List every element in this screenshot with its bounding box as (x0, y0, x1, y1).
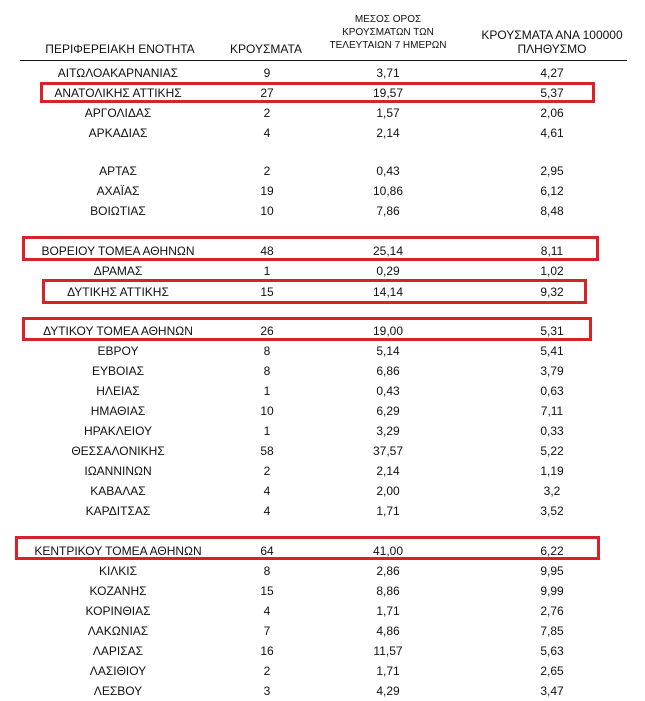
cell-cases: 16 (260, 644, 274, 658)
cell-per: 7,85 (540, 624, 564, 638)
header-per-100000 (478, 28, 626, 56)
cell-region: ΑΝΑΤΟΛΙΚΗΣ ΑΤΤΙΚΗΣ (54, 86, 182, 100)
cell-cases: 27 (260, 86, 274, 100)
cell-cases: 3 (263, 684, 271, 698)
header-cases: ΚΡΟΥΣΜΑΤΑ (230, 42, 302, 56)
cell-avg: 19,00 (372, 324, 404, 338)
cell-cases: 15 (260, 285, 274, 299)
cell-cases: 4 (263, 504, 271, 518)
cell-avg: 0,43 (376, 164, 400, 178)
table-row (0, 202, 645, 220)
cell-region: ΛΑΚΩΝΙΑΣ (87, 624, 149, 638)
cell-per: 9,95 (540, 564, 564, 578)
cell-cases: 2 (263, 106, 271, 120)
table-row (0, 462, 645, 480)
header-avg-line2: ΚΡΟΥΣΜΑΤΩΝ ΤΩΝ (342, 27, 434, 38)
header-per-line1: ΚΡΟΥΣΜΑΤΑ ΑΝΑ 100000 (481, 28, 623, 42)
cell-avg: 1,71 (376, 504, 400, 518)
cell-cases: 26 (260, 324, 274, 338)
table-row (0, 362, 645, 380)
cell-region: ΚΟΖΑΝΗΣ (89, 584, 147, 598)
cell-per: 5,63 (540, 644, 564, 658)
cell-avg: 4,29 (376, 684, 400, 698)
cell-per: 1,02 (540, 264, 564, 278)
cell-avg: 2,14 (376, 126, 400, 140)
header-avg-line3: ΤΕΛΕΥΤΑΙΩΝ 7 ΗΜΕΡΩΝ (329, 40, 447, 51)
table-row (0, 182, 645, 200)
table-row (0, 402, 645, 420)
cell-cases: 19 (260, 184, 274, 198)
cell-per: 6,12 (540, 184, 564, 198)
cell-avg: 1,71 (376, 604, 400, 618)
table-row (0, 682, 645, 700)
cell-cases: 8 (263, 344, 271, 358)
cell-cases: 10 (260, 204, 274, 218)
cell-region: ΔΡΑΜΑΣ (93, 264, 143, 278)
cell-per: 3,79 (540, 364, 564, 378)
cell-per: 0,33 (540, 424, 564, 438)
cell-region: ΒΟΙΩΤΙΑΣ (90, 204, 146, 218)
table-row (0, 582, 645, 600)
cell-avg: 3,29 (376, 424, 400, 438)
header-per-line2: ΠΛΗΘΥΣΜΟ (517, 42, 587, 56)
cell-per: 2,76 (540, 604, 564, 618)
table-row (0, 662, 645, 680)
table-row (0, 622, 645, 640)
cell-cases: 1 (263, 384, 271, 398)
table-row (0, 342, 645, 360)
cell-cases: 8 (263, 564, 271, 578)
table-row (0, 104, 645, 122)
cell-per: 3,52 (540, 504, 564, 518)
cell-region: ΔΥΤΙΚΟΥ ΤΟΜΕΑ ΑΘΗΝΩΝ (43, 324, 193, 338)
cell-avg: 6,86 (376, 364, 400, 378)
highlight-box (40, 82, 595, 103)
cell-avg: 11,57 (373, 644, 403, 658)
cell-per: 8,11 (540, 244, 564, 258)
cell-region: ΚΟΡΙΝΘΙΑΣ (85, 604, 151, 618)
cell-avg: 1,71 (376, 664, 400, 678)
cell-region: ΘΕΣΣΑΛΟΝΙΚΗΣ (71, 444, 165, 458)
cell-avg: 7,86 (376, 204, 400, 218)
cell-per: 6,22 (540, 544, 564, 558)
table-row (0, 502, 645, 520)
header-avg-line1: ΜΕΣΟΣ ΟΡΟΣ (354, 14, 422, 25)
cell-avg: 41,00 (372, 544, 404, 558)
cell-region: ΒΟΡΕΙΟΥ ΤΟΜΕΑ ΑΘΗΝΩΝ (41, 244, 195, 258)
cell-per: 1,19 (540, 464, 564, 478)
table-row (0, 482, 645, 500)
cell-cases: 2 (263, 664, 271, 678)
header-region: ΠΕΡΙΦΕΡΕΙΑΚΗ ΕΝΟΤΗΤΑ (45, 42, 195, 56)
cell-cases: 8 (263, 364, 271, 378)
cell-per: 3,47 (540, 684, 564, 698)
table-row (0, 602, 645, 620)
cell-region: ΕΒΡΟΥ (97, 344, 139, 358)
cell-per: 3,2 (543, 484, 561, 498)
table-row (0, 442, 645, 460)
cell-region: ΗΜΑΘΙΑΣ (90, 404, 146, 418)
cell-avg: 0,29 (376, 264, 400, 278)
table-row (0, 382, 645, 400)
cell-region: ΙΩΑΝΝΙΝΩΝ (84, 464, 152, 478)
cell-region: ΑΡΤΑΣ (99, 164, 137, 178)
cell-per: 0,63 (540, 384, 564, 398)
cell-cases: 4 (263, 126, 271, 140)
cell-cases: 10 (260, 404, 274, 418)
cell-avg: 2,00 (376, 484, 400, 498)
cell-cases: 9 (263, 66, 271, 80)
table-row (0, 422, 645, 440)
cell-cases: 1 (263, 264, 271, 278)
cell-region: ΚΕΝΤΡΙΚΟΥ ΤΟΜΕΑ ΑΘΗΝΩΝ (34, 544, 202, 558)
cell-region: ΑΙΤΩΛΟΑΚΑΡΝΑΝΙΑΣ (57, 66, 179, 80)
cell-cases: 1 (263, 424, 271, 438)
table-row (0, 262, 645, 280)
cell-per: 4,61 (540, 126, 564, 140)
cell-region: ΗΛΕΙΑΣ (96, 384, 140, 398)
highlight-box (15, 536, 600, 560)
cell-region: ΑΡΚΑΔΙΑΣ (88, 126, 148, 140)
cell-region: ΕΥΒΟΙΑΣ (91, 364, 145, 378)
cell-avg: 2,14 (376, 464, 400, 478)
cell-avg: 8,86 (376, 584, 400, 598)
cell-avg: 19,57 (372, 86, 404, 100)
cell-per: 2,65 (540, 664, 564, 678)
cell-per: 5,37 (540, 86, 564, 100)
cell-avg: 25,14 (372, 244, 404, 258)
cell-region: ΛΑΣΙΘΙΟΥ (89, 664, 147, 678)
cell-region: ΛΕΣΒΟΥ (93, 684, 143, 698)
cell-avg: 10,86 (372, 184, 404, 198)
cell-per: 5,31 (540, 324, 564, 338)
table-row (0, 642, 645, 660)
cell-avg: 3,71 (376, 66, 400, 80)
cell-avg: 6,29 (376, 404, 400, 418)
table-row (0, 124, 645, 142)
cell-per: 9,32 (540, 285, 564, 299)
cell-per: 2,95 (540, 164, 564, 178)
cell-avg: 4,86 (376, 624, 400, 638)
cell-region: ΚΙΛΚΙΣ (98, 564, 138, 578)
cell-cases: 48 (260, 244, 274, 258)
cell-cases: 58 (260, 444, 274, 458)
cell-per: 9,99 (540, 584, 564, 598)
cell-per: 7,11 (540, 404, 564, 418)
cell-per: 8,48 (540, 204, 564, 218)
cell-avg: 5,14 (376, 344, 400, 358)
cell-per: 2,06 (540, 106, 564, 120)
header-7day-average (318, 13, 458, 52)
cell-cases: 2 (263, 464, 271, 478)
highlight-box (42, 279, 587, 304)
cell-avg: 37,57 (372, 444, 404, 458)
cell-region: ΑΧΑΪΑΣ (96, 184, 140, 198)
header-underline (20, 60, 627, 61)
cell-avg: 0,43 (376, 384, 400, 398)
cell-avg: 2,86 (376, 564, 400, 578)
cell-region: ΚΑΒΑΛΑΣ (90, 484, 146, 498)
cell-region: ΑΡΓΟΛΙΔΑΣ (84, 106, 152, 120)
cell-cases: 15 (260, 584, 274, 598)
highlight-box (22, 317, 592, 341)
cell-region: ΔΥΤΙΚΗΣ ΑΤΤΙΚΗΣ (67, 285, 169, 299)
cell-per: 4,27 (540, 66, 564, 80)
cell-avg: 1,57 (376, 106, 400, 120)
cell-cases: 7 (263, 624, 271, 638)
cell-cases: 2 (263, 164, 271, 178)
cell-per: 5,41 (540, 344, 564, 358)
highlight-box (22, 236, 599, 261)
cell-region: ΛΑΡΙΣΑΣ (92, 644, 144, 658)
cell-per: 5,22 (540, 444, 564, 458)
table-row (0, 562, 645, 580)
cell-avg: 14,14 (372, 285, 404, 299)
cell-region: ΚΑΡΔΙΤΣΑΣ (85, 504, 151, 518)
cell-cases: 4 (263, 484, 271, 498)
table-row (0, 162, 645, 180)
cell-cases: 4 (263, 604, 271, 618)
cell-cases: 64 (260, 544, 274, 558)
cell-region: ΗΡΑΚΛΕΙΟΥ (83, 424, 153, 438)
table-row (0, 64, 645, 82)
